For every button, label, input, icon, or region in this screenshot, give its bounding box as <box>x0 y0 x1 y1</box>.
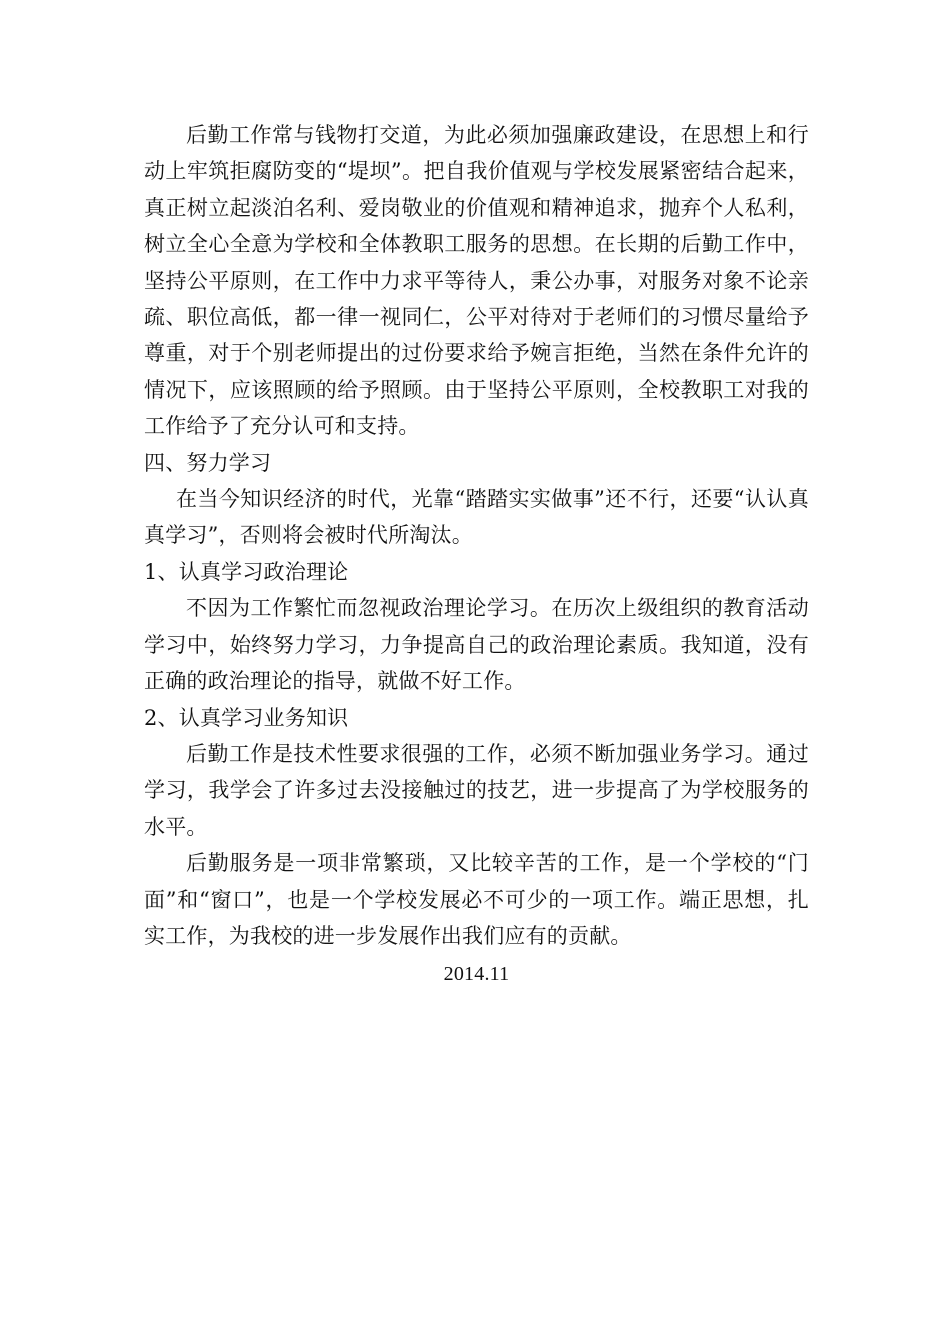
paragraph-conclusion: 后勤服务是一项非常繁琐，又比较辛苦的工作，是一个学校的“门面”和“窗口”，也是一个学校发展必不可少的一项工作。端正思想，扎实工作，为我校的进一步发展作出我们应有的贡献。 <box>144 851 809 948</box>
document-date: 2014.11 <box>443 963 510 986</box>
paragraph-knowledge-economy: 在当今知识经济的时代，光靠“踏踏实实做事”还不行，还要“认认真真学习”，否则将会被时代所淘汰。 <box>144 487 809 548</box>
section-heading-study: 四、努力学习 <box>144 450 272 475</box>
subheading-political-theory: 1、认真学习政治理论 <box>144 559 349 584</box>
paragraph-political-theory: 不因为工作繁忙而忽视政治理论学习。在历次上级组织的教育活动学习中，始终努力学习，力争提高自己的政治理论素质。我知道，没有正确的政治理论的指导，就做不好工作。 <box>144 596 809 694</box>
paragraph-integrity: 后勤工作常与钱物打交道，为此必须加强廉政建设，在思想上和行动上牢筑拒腐防变的“堤坝”。把自我价值观与学校发展紧密结合起来，真正树立起淡泊名利、爱岗敬业的价值观和精神追求，抛弃个人私利，树立全心全意为学校和全体教职工服务的思想。在长期的后勤工作中，坚持公平原则，在工作中力求平等待人，秉公办事，对服务对象不论亲疏、职位高低，都一律一视同仁，公平对待对于老师们的习惯尽量给予尊重，对于个别老师提出的过份要求给予婉言拒绝，当然在条件允许的情况下，应该照顾的给予照顾。由于坚持公平原则，全校教职工对我的工作给予了充分认可和支持。 <box>144 123 809 439</box>
paragraph-business-knowledge: 后勤工作是技术性要求很强的工作，必须不断加强业务学习。通过学习，我学会了许多过去没接触过的技艺，进一步提高了为学校服务的水平。 <box>144 741 809 839</box>
subheading-business-knowledge: 2、认真学习业务知识 <box>144 705 349 730</box>
document-body <box>144 117 809 994</box>
